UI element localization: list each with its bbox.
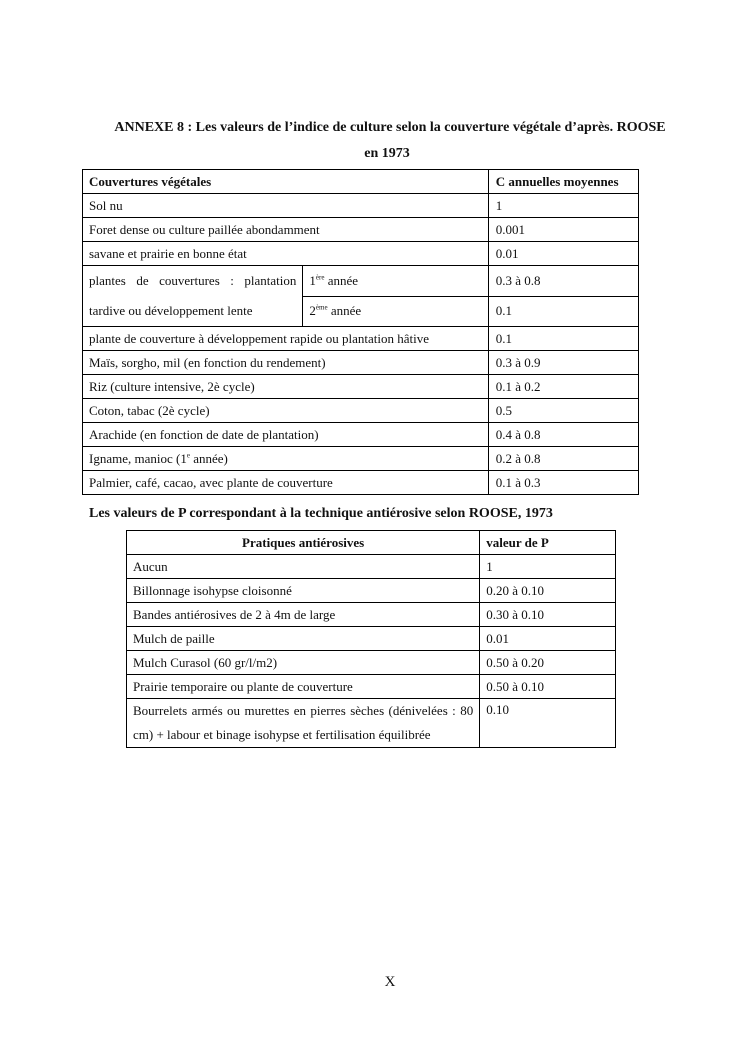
table-cell: Palmier, café, cacao, avec plante de couverture [83, 471, 489, 495]
table-cell: 0.001 [488, 218, 638, 242]
table-cell: 0.4 à 0.8 [488, 423, 638, 447]
table-cell: savane et prairie en bonne état [83, 242, 489, 266]
table-cell: 0.01 [488, 242, 638, 266]
cover-index-table [82, 169, 639, 495]
table-row [127, 579, 616, 603]
table-cell: Riz (culture intensive, 2è cycle) [83, 375, 489, 399]
cell-text: Igname, manioc (1 [89, 450, 187, 466]
header-cell: C annuelles moyennes [488, 170, 638, 194]
header-cell: Pratiques antiérosives [127, 531, 480, 555]
header-cell: Couvertures végétales [83, 170, 489, 194]
table-cell: 0.1 à 0.3 [488, 471, 638, 495]
table-cell: 0.2 à 0.8 [488, 447, 638, 471]
cell-text-line: tardive ou développement lente [89, 303, 253, 318]
section-title: Les valeurs de P correspondant à la technique antiérosive selon ROOSE, 1973 [89, 506, 553, 521]
table-cell [303, 296, 488, 327]
ordinal-suffix: e [186, 451, 190, 460]
table-row [83, 194, 639, 218]
table-row [127, 699, 616, 748]
table-cell: 0.20 à 0.10 [480, 579, 616, 603]
year-word: année [324, 272, 358, 288]
table-cell: 0.50 à 0.20 [480, 651, 616, 675]
year-number: 2 [309, 303, 316, 319]
table-cell: 0.3 à 0.9 [488, 351, 638, 375]
year-number: 1 [309, 272, 316, 288]
table-cell: 0.1 [488, 296, 638, 327]
table-cell: Maïs, sorgho, mil (en fonction du rendement) [83, 351, 489, 375]
page-number: X [384, 974, 396, 990]
table-row [83, 399, 639, 423]
table-cell: Arachide (en fonction de date de plantation) [83, 423, 489, 447]
header-cell: valeur de P [480, 531, 616, 555]
table-cell: 0.30 à 0.10 [480, 603, 616, 627]
table-cell: 0.50 à 0.10 [480, 675, 616, 699]
ordinal-suffix: ème [315, 303, 328, 312]
annex-title: ANNEXE 8 : Les valeurs de l’indice de culture selon la couverture végétale d’après. ROOSE [114, 120, 666, 135]
practice-factor-table [126, 530, 616, 748]
table-cell: 0.1 [488, 327, 638, 351]
table-cell: plante de couverture à développement rapide ou plantation hâtive [83, 327, 489, 351]
table-cell: 0.1 à 0.2 [488, 375, 638, 399]
table-cell: Sol nu [83, 194, 489, 218]
cell-text-line: plantes de couvertures : plantation [89, 273, 297, 288]
table-cell: 1 [480, 555, 616, 579]
year-word: année [327, 303, 362, 319]
table-row [83, 327, 639, 351]
table-cell: 0.5 [488, 399, 638, 423]
table-cell: Aucun [127, 555, 480, 579]
table-row [127, 627, 616, 651]
table-cell [303, 266, 488, 297]
table-cell: Billonnage isohypse cloisonné [127, 579, 480, 603]
table-row [83, 351, 639, 375]
table-cell: Prairie temporaire ou plante de couverture [127, 675, 480, 699]
table-row [83, 447, 639, 471]
table-cell: Coton, tabac (2è cycle) [83, 399, 489, 423]
table-header-row [83, 170, 639, 194]
table-row [83, 423, 639, 447]
table-row [127, 555, 616, 579]
table-row [83, 266, 639, 297]
table-cell: Mulch Curasol (60 gr/l/m2) [127, 651, 480, 675]
table-row [127, 651, 616, 675]
cell-text: année) [189, 450, 228, 466]
table-cell: 0.01 [480, 627, 616, 651]
table-row [83, 242, 639, 266]
table-cell: Bandes antiérosives de 2 à 4m de large [127, 603, 480, 627]
table-cell: 0.3 à 0.8 [488, 266, 638, 297]
table-cell: 0.10 [480, 699, 616, 748]
ordinal-suffix: ère [315, 273, 325, 282]
table-row [127, 675, 616, 699]
table-row [83, 218, 639, 242]
annex-title-year: en 1973 [364, 146, 410, 161]
table-cell: Foret dense ou culture paillée abondamment [83, 218, 489, 242]
table-cell [83, 447, 489, 471]
table-cell [83, 266, 303, 327]
table-row [83, 471, 639, 495]
table-header-row [127, 531, 616, 555]
table-cell: Mulch de paille [127, 627, 480, 651]
table-row [83, 375, 639, 399]
table-cell: 1 [488, 194, 638, 218]
table-cell: Bourrelets armés ou murettes en pierres sèches (dénivelées : 80 cm) + labour et binage isohypse et fertilisation équilibrée [127, 699, 480, 748]
table-row [127, 603, 616, 627]
